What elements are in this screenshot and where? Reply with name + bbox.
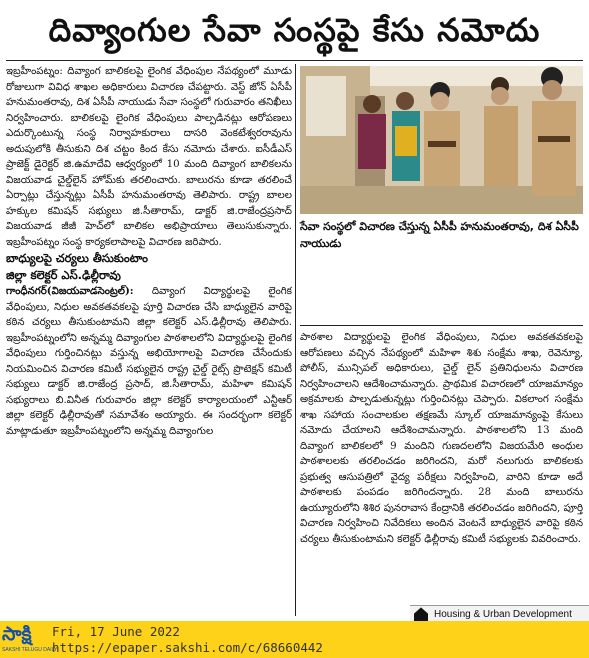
article-paragraph: పాఠశాల విద్యార్థులపై లైంగిక వేధింపులు, నిధుల అవకతవకలపై ఆరోపణలు వచ్చిన నేపథ్యంలో మహిళా శిశు సంక్షేమ శాఖ, రెవెన్యూ, పోలీస్, మున్సిపల్ అధికారులు, చైల్డ్ లైన్ ప్రతినిధులను విచారణ నిర్వహించాలని ఆదేశించామన్నారు. ప్రాథమిక విచారణలో యాజమాన్యం అక్రమాలకు పాల్పడుతున్నట్లు గుర్తించినట్లు చెప్పారు. వికలాంగ సంక్షేమ శాఖ సహాయ సంచాలకుల తక్షణమే స్కూల్ యాజమాన్యంపై కేసులు నమోదు చేయాలని ఆదేశించామన్నారు. పాఠశాలలోని 13 మంది దివ్యాంగ బాలికలలో 9 మందిని గుణదలలోని విజయమేరి అంధుల పాఠశాలలకు తరలించడం జరిగిందని, మరో నలుగురు బాలికలకు ప్రభుత్వ ఆసుపత్రిలో వైద్య పరీక్షలు నిర్వహించి, వారిని కూడా అదే పాఠశాలకు పంపడం జరిగిందన్నారు. 28 మంది బాలురను ఉయ్యూరులోని శిశిర పునరావాస కేంద్రానికి తరలించడం జరిగిందని, పూర్తి విచారణ నిర్వహించి నివేదికలు అందిన వెంటనే బాధ్యులైన వారిపై కఠిన చర్యలు తీసుకుంటామని కలెక్టర్ ఢిల్లీరావు కమిటీ సభ్యులకు వివరించారు.: [300, 332, 583, 545]
headline: దివ్యాంగుల సేవా సంస్థపై కేసు నమోదు: [48, 11, 541, 49]
subheading-byline: జిల్లా కలెక్టర్ ఎస్.ఢిల్లీరావు: [6, 268, 121, 282]
article-paragraph-2: [6, 284, 292, 439]
police-inspection-photo: [300, 66, 583, 214]
news-photo: [300, 66, 583, 214]
dateline: గాంధీనగర్(విజయవాడసెంట్రల్):: [6, 285, 134, 297]
source-url[interactable]: https://epaper.sakshi.com/c/68660442: [52, 640, 323, 655]
header-rule: [6, 60, 583, 61]
sakshi-logo: [0, 621, 58, 658]
caption-rule: [300, 325, 583, 326]
photo-caption: సేవా సంస్థలో విచారణ చేస్తున్న ఏసీపీ హనుమంతరావు, దిశ ఏసీపీ నాయుడు: [300, 220, 579, 250]
article-text: దివ్యాంగ విద్యార్థులపై లైంగిక వేధింపులు, నిధుల అవకతవకలపై పూర్తి విచారణ చేసి బాధ్యులైన వారిపై కఠిన చర్యలు తీసుకుంటామని జిల్లా కలెక్టర్ ఎస్.ఢిల్లీరావు తెలిపారు. ఇబ్రహీంపట్నంలోని అన్నమ్మ దివ్యాంగుల పాఠశాలలోని విద్యార్థులపై లైంగిక వేధింపులు గుర్తించినట్లు వస్తున్న అభియోగాలపై విచారణ చేసేందుకు నియమించిన విచారణ కమిటీ సభ్యులైన రాష్ట్ర చైల్డ్ రైట్స్ ప్రొటెక్షన్ కమిటీ సభ్యులు డాక్టర్ జి.రాజేంద్ర ప్రసాద్, జి.సీతారామ్, మహిళా కమిషన్ సభ్యురాలు బి.వినీత గురువారం జిల్లా కలెక్టర్ కార్యాలయంలో ఎన్టీఆర్ జిల్లా కలెక్టర్ ఢిల్లీరావుతో సమావేశం అయ్యారు. ఈ సందర్భంగా కలెక్టర్ మాట్లాడుతూ ఇబ్రహీంపట్నంలోని అన్నమ్మ దివ్యాంగుల: [6, 286, 292, 437]
house-icon: [414, 607, 428, 621]
ad-text: Housing & Urban Development: [434, 609, 572, 620]
logo-subtitle: SAKSHI TELUGU DAILY: [2, 647, 58, 653]
article-paragraph: ఇబ్రహీంపట్నం: దివ్యాంగ బాలికలపై లైంగిక వేధింపుల నేపథ్యంలో మూడు రోజులుగా వివిధ శాఖల అధికారులు విచారణ చేపట్టారు. వెస్ట్ జోన్ ఏసీపీ హనుమంతరావు, దిశ ఏసీపీ నాయుడు సేవా సంస్థలో గురువారం తనిఖీలు నిర్వహించారు. బాలికలపై లైంగిక వేధింపులు పాల్పడినట్లు ఆరోపణలు ఎదుర్కొంటున్న సంస్థ నిర్వాహకురాలు దాసరి వెంకటేశ్వరరావును అదుపులోకి తీసుకుని దిశ చట్టం కింద కేసు నమోదు చేశారు. ఐసీడీఎస్ ప్రాజెక్ట్ డైరెక్టర్ జి.ఉమాదేవి ఆధ్వర్యంలో 10 మంది దివ్యాంగ బాలికలను విజయవాడ చైల్డ్‌లైన్ హోమ్‌కు తరలించారు. బాలురను కూడా తరలించే ఏర్పాట్లు చేస్తున్నట్లు ఏసీపీ హనుమంతరావు తెలిపారు. రాష్ట్ర బాలల హక్కుల కమిషన్ సభ్యులు జి.సీతారామ్, డాక్టర్ జి.రాజేంద్రప్రసాద్ విజయవాడ జీజీ హెచ్‌లో బాలికల అభిప్రాయాలు తెలుసుకున్నారు. ఇబ్రహీంపట్నం సంస్థ కార్యకలాపాలపై విచారణ జరిపారు.: [6, 66, 292, 248]
right-article-column: [300, 330, 583, 615]
left-article-column: [6, 64, 292, 620]
edition-date: Fri, 17 June 2022: [52, 624, 180, 639]
footer-bar: [0, 621, 589, 658]
column-divider: [295, 64, 296, 616]
logo-text: సాక్షి: [2, 623, 32, 645]
subheading: బాధ్యులపై చర్యలు తీసుకుంటాం: [6, 251, 148, 265]
